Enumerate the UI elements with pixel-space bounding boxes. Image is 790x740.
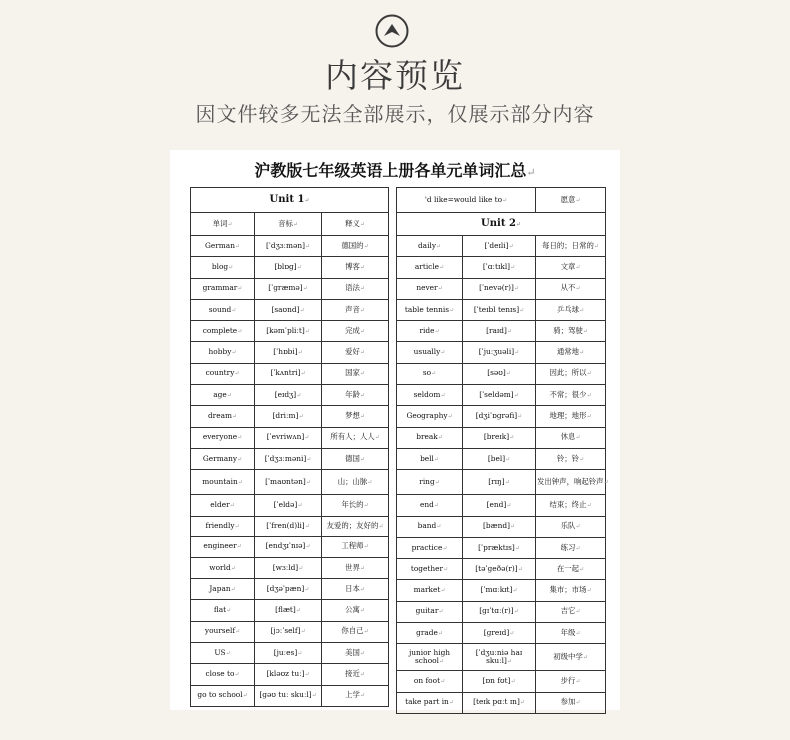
meaning-cell: 日本↵ bbox=[322, 579, 389, 600]
table-row bbox=[191, 278, 389, 299]
phonetic-cell: [ˈɑːtɪkl]↵ bbox=[463, 257, 536, 278]
word-cell: Geography↵ bbox=[397, 406, 463, 427]
word-cell: elder↵ bbox=[191, 495, 255, 516]
phonetic-cell: [ˈdʒɜːmən]↵ bbox=[255, 236, 322, 257]
meaning-cell: 山；山脉↵ bbox=[322, 470, 389, 495]
word-cell: flat↵ bbox=[191, 600, 255, 621]
phonetic-cell: [ɡəʊ tuː skuːl]↵ bbox=[255, 685, 322, 706]
table-row bbox=[397, 644, 606, 671]
meaning-cell: 年级↵ bbox=[536, 623, 606, 644]
word-cell: hobby↵ bbox=[191, 342, 255, 363]
word-cell: complete↵ bbox=[191, 321, 255, 342]
meaning-cell: 不常；很少↵ bbox=[536, 385, 606, 406]
word-cell: daily↵ bbox=[397, 236, 463, 257]
meaning-cell: 所有人；人人↵ bbox=[322, 427, 389, 448]
table-header-row bbox=[191, 213, 389, 236]
phonetic-column-header: 音标↵ bbox=[255, 213, 322, 236]
word-cell: so↵ bbox=[397, 363, 463, 384]
word-cell: ring↵ bbox=[397, 470, 463, 495]
table-row bbox=[191, 495, 389, 516]
meaning-cell: 吉它↵ bbox=[536, 601, 606, 622]
phonetic-cell: [dʒiˈɒɡrəfi]↵ bbox=[463, 406, 536, 427]
meaning-cell: 世界↵ bbox=[322, 557, 389, 578]
meaning-cell: 在一起↵ bbox=[536, 559, 606, 580]
word-cell: guitar↵ bbox=[397, 601, 463, 622]
phonetic-cell: [ˈmaʊntən]↵ bbox=[255, 470, 322, 495]
meaning-cell: 参加↵ bbox=[536, 692, 606, 713]
meaning-cell: 你自己↵ bbox=[322, 621, 389, 642]
meaning-cell: 上学↵ bbox=[322, 685, 389, 706]
table-row bbox=[397, 236, 606, 257]
unit-title: Unit 2↵ bbox=[397, 213, 606, 236]
phonetic-cell: [ˈmɑːkɪt]↵ bbox=[463, 580, 536, 601]
word-cell: yourself↵ bbox=[191, 621, 255, 642]
table-row bbox=[191, 557, 389, 578]
word-cell: market↵ bbox=[397, 580, 463, 601]
document-preview bbox=[170, 150, 620, 710]
word-cell: sound↵ bbox=[191, 299, 255, 320]
phonetic-cell: [bel]↵ bbox=[463, 448, 536, 469]
meaning-cell: 因此；所以↵ bbox=[536, 363, 606, 384]
word-cell: break↵ bbox=[397, 427, 463, 448]
table-row bbox=[397, 257, 606, 278]
meaning-cell: 语法↵ bbox=[322, 278, 389, 299]
word-cell: 'd like=would like to↵ bbox=[397, 188, 536, 213]
word-cell: table tennis↵ bbox=[397, 299, 463, 320]
table-row bbox=[191, 516, 389, 536]
phonetic-cell: [ˈnevə(r)]↵ bbox=[463, 278, 536, 299]
phonetic-cell: [rɪŋ]↵ bbox=[463, 470, 536, 495]
word-cell: everyone↵ bbox=[191, 427, 255, 448]
word-cell: age↵ bbox=[191, 385, 255, 406]
word-cell: never↵ bbox=[397, 278, 463, 299]
phonetic-cell: [ɡreɪd]↵ bbox=[463, 623, 536, 644]
table-row bbox=[397, 448, 606, 469]
table-row bbox=[397, 537, 606, 558]
table-row bbox=[397, 406, 606, 427]
meaning-cell: 年龄↵ bbox=[322, 385, 389, 406]
phonetic-cell: [ˈhɒbi]↵ bbox=[255, 342, 322, 363]
word-cell: grade↵ bbox=[397, 623, 463, 644]
meaning-cell: 练习↵ bbox=[536, 537, 606, 558]
table-row bbox=[191, 600, 389, 621]
phonetic-cell: [jɔːˈself]↵ bbox=[255, 621, 322, 642]
phonetic-cell: [saʊnd]↵ bbox=[255, 299, 322, 320]
word-cell: article↵ bbox=[397, 257, 463, 278]
meaning-cell: 博客↵ bbox=[322, 257, 389, 278]
meaning-cell: 年长的↵ bbox=[322, 495, 389, 516]
phonetic-cell: [kləʊz tuː]↵ bbox=[255, 664, 322, 685]
word-cell: end↵ bbox=[397, 495, 463, 516]
meaning-cell: 爱好↵ bbox=[322, 342, 389, 363]
table-row bbox=[397, 470, 606, 495]
phonetic-cell: [ˈpræktɪs]↵ bbox=[463, 537, 536, 558]
meaning-cell: 集市；市场↵ bbox=[536, 580, 606, 601]
meaning-cell: 初级中学↵ bbox=[536, 644, 606, 671]
phonetic-cell: [end]↵ bbox=[463, 495, 536, 516]
table-row bbox=[191, 448, 389, 469]
table-row bbox=[191, 321, 389, 342]
table-row bbox=[191, 299, 389, 320]
page-subtitle: 因文件较多无法全部展示，仅展示部分内容 bbox=[195, 102, 595, 126]
meaning-cell: 梦想↵ bbox=[322, 406, 389, 427]
table-row bbox=[191, 621, 389, 642]
phonetic-cell: [ˈfren(d)li]↵ bbox=[255, 516, 322, 536]
word-column-header: 单词↵ bbox=[191, 213, 255, 236]
meaning-cell: 步行↵ bbox=[536, 671, 606, 692]
chevron-up-circle-icon bbox=[375, 14, 409, 48]
table-row bbox=[191, 643, 389, 664]
table-row bbox=[191, 342, 389, 363]
table-row bbox=[397, 495, 606, 516]
word-cell: together↵ bbox=[397, 559, 463, 580]
word-cell: bell↵ bbox=[397, 448, 463, 469]
table-row bbox=[397, 321, 606, 342]
meaning-cell: 骑；驾驶↵ bbox=[536, 321, 606, 342]
phonetic-cell: [juːes]↵ bbox=[255, 643, 322, 664]
unit-title: Unit 1↵ bbox=[191, 188, 389, 213]
phonetic-cell: [endʒɪˈnɪə]↵ bbox=[255, 536, 322, 557]
phonetic-cell: [ˈevriwʌn]↵ bbox=[255, 427, 322, 448]
word-cell: grammar↵ bbox=[191, 278, 255, 299]
word-cell: seldom↵ bbox=[397, 385, 463, 406]
phonetic-cell: [ˈdʒɜːməni]↵ bbox=[255, 448, 322, 469]
word-cell: Germany↵ bbox=[191, 448, 255, 469]
page-title: 内容预览 bbox=[325, 56, 465, 95]
table-row bbox=[397, 692, 606, 713]
table-row bbox=[191, 363, 389, 384]
word-cell: US↵ bbox=[191, 643, 255, 664]
meaning-cell: 地理；地形↵ bbox=[536, 406, 606, 427]
phonetic-cell: [ˈteɪbl tenɪs]↵ bbox=[463, 299, 536, 320]
phonetic-cell: [ɒn fʊt]↵ bbox=[463, 671, 536, 692]
phonetic-cell: [breɪk]↵ bbox=[463, 427, 536, 448]
phonetic-cell: [ˈdʒuːniə haɪ skuːl]↵ bbox=[463, 644, 536, 671]
table-row bbox=[191, 385, 389, 406]
table-row bbox=[397, 671, 606, 692]
table-row bbox=[397, 427, 606, 448]
word-cell: usually↵ bbox=[397, 342, 463, 363]
word-cell: world↵ bbox=[191, 557, 255, 578]
word-cell: on foot↵ bbox=[397, 671, 463, 692]
phonetic-cell: [ˈɡræmə]↵ bbox=[255, 278, 322, 299]
table-row bbox=[191, 236, 389, 257]
phonetic-cell: [teɪk pɑːt ɪn]↵ bbox=[463, 692, 536, 713]
meaning-cell: 国家↵ bbox=[322, 363, 389, 384]
meaning-cell: 发出钟声，响起铃声↵ bbox=[536, 470, 606, 495]
phonetic-cell: [blɒg]↵ bbox=[255, 257, 322, 278]
meaning-cell: 声音↵ bbox=[322, 299, 389, 320]
meaning-cell: 铃；铃↵ bbox=[536, 448, 606, 469]
word-cell: engineer↵ bbox=[191, 536, 255, 557]
unit-title-row bbox=[397, 213, 606, 236]
table-row bbox=[397, 299, 606, 320]
word-cell: practice↵ bbox=[397, 537, 463, 558]
word-cell: take part in↵ bbox=[397, 692, 463, 713]
word-cell: junior high school↵ bbox=[397, 644, 463, 671]
table-row bbox=[397, 278, 606, 299]
meaning-cell: 从不↵ bbox=[536, 278, 606, 299]
phonetic-cell: [flæt]↵ bbox=[255, 600, 322, 621]
table-row bbox=[191, 470, 389, 495]
phonetic-cell: [ˈkʌntri]↵ bbox=[255, 363, 322, 384]
meaning-cell: 友爱的；友好的↵ bbox=[322, 516, 389, 536]
word-cell: band↵ bbox=[397, 516, 463, 537]
phonetic-cell: [eɪdʒ]↵ bbox=[255, 385, 322, 406]
meaning-cell: 德国↵ bbox=[322, 448, 389, 469]
table-row bbox=[397, 601, 606, 622]
word-cell: country↵ bbox=[191, 363, 255, 384]
meaning-cell: 愿意↵ bbox=[536, 188, 606, 213]
word-cell: blog↵ bbox=[191, 257, 255, 278]
table-row bbox=[397, 623, 606, 644]
phonetic-cell: [driːm]↵ bbox=[255, 406, 322, 427]
word-cell: dream↵ bbox=[191, 406, 255, 427]
unit-1-word-table bbox=[190, 187, 389, 707]
phonetic-cell: [kəmˈpliːt]↵ bbox=[255, 321, 322, 342]
table-row bbox=[191, 685, 389, 706]
word-cell: friendly↵ bbox=[191, 516, 255, 536]
phonetic-cell: [ˈjuːʒuəli]↵ bbox=[463, 342, 536, 363]
phonetic-cell: [dʒəˈpæn]↵ bbox=[255, 579, 322, 600]
phonetic-cell: [səʊ]↵ bbox=[463, 363, 536, 384]
meaning-cell: 工程师↵ bbox=[322, 536, 389, 557]
document-title: 沪教版七年级英语上册各单元单词汇总↵ bbox=[254, 161, 536, 180]
meaning-cell: 德国的↵ bbox=[322, 236, 389, 257]
word-cell: ride↵ bbox=[397, 321, 463, 342]
meaning-cell: 休息↵ bbox=[536, 427, 606, 448]
unit-title-row bbox=[191, 188, 389, 213]
word-cell: Japan↵ bbox=[191, 579, 255, 600]
meaning-cell: 结束；终止↵ bbox=[536, 495, 606, 516]
meaning-cell: 文章↵ bbox=[536, 257, 606, 278]
meaning-cell: 通常地↵ bbox=[536, 342, 606, 363]
meaning-cell: 美国↵ bbox=[322, 643, 389, 664]
table-row bbox=[191, 427, 389, 448]
word-cell: close to↵ bbox=[191, 664, 255, 685]
table-row bbox=[397, 342, 606, 363]
phonetic-cell: [ˈeldə]↵ bbox=[255, 495, 322, 516]
phonetic-cell: [bænd]↵ bbox=[463, 516, 536, 537]
table-row bbox=[191, 579, 389, 600]
table-row bbox=[397, 363, 606, 384]
meaning-cell: 每日的；日常的↵ bbox=[536, 236, 606, 257]
phonetic-cell: [təˈɡeðə(r)]↵ bbox=[463, 559, 536, 580]
phonetic-cell: [ˈdeɪli]↵ bbox=[463, 236, 536, 257]
meaning-column-header: 释义↵ bbox=[322, 213, 389, 236]
table-row bbox=[397, 516, 606, 537]
table-row bbox=[397, 580, 606, 601]
phonetic-cell: [ˈseldəm]↵ bbox=[463, 385, 536, 406]
phonetic-cell: [wɜːld]↵ bbox=[255, 557, 322, 578]
meaning-cell: 公寓↵ bbox=[322, 600, 389, 621]
word-cell: mountain↵ bbox=[191, 470, 255, 495]
table-row bbox=[191, 664, 389, 685]
word-cell: German↵ bbox=[191, 236, 255, 257]
phonetic-cell: [raɪd]↵ bbox=[463, 321, 536, 342]
meaning-cell: 完成↵ bbox=[322, 321, 389, 342]
meaning-cell: 乒乓球↵ bbox=[536, 299, 606, 320]
carryover-row bbox=[397, 188, 606, 213]
word-cell: go to school↵ bbox=[191, 685, 255, 706]
table-row bbox=[397, 559, 606, 580]
meaning-cell: 接近↵ bbox=[322, 664, 389, 685]
unit-2-word-table bbox=[396, 187, 609, 714]
table-row bbox=[397, 385, 606, 406]
table-row bbox=[191, 257, 389, 278]
table-row bbox=[191, 536, 389, 557]
table-row bbox=[191, 406, 389, 427]
phonetic-cell: [ɡɪˈtɑː(r)]↵ bbox=[463, 601, 536, 622]
meaning-cell: 乐队↵ bbox=[536, 516, 606, 537]
